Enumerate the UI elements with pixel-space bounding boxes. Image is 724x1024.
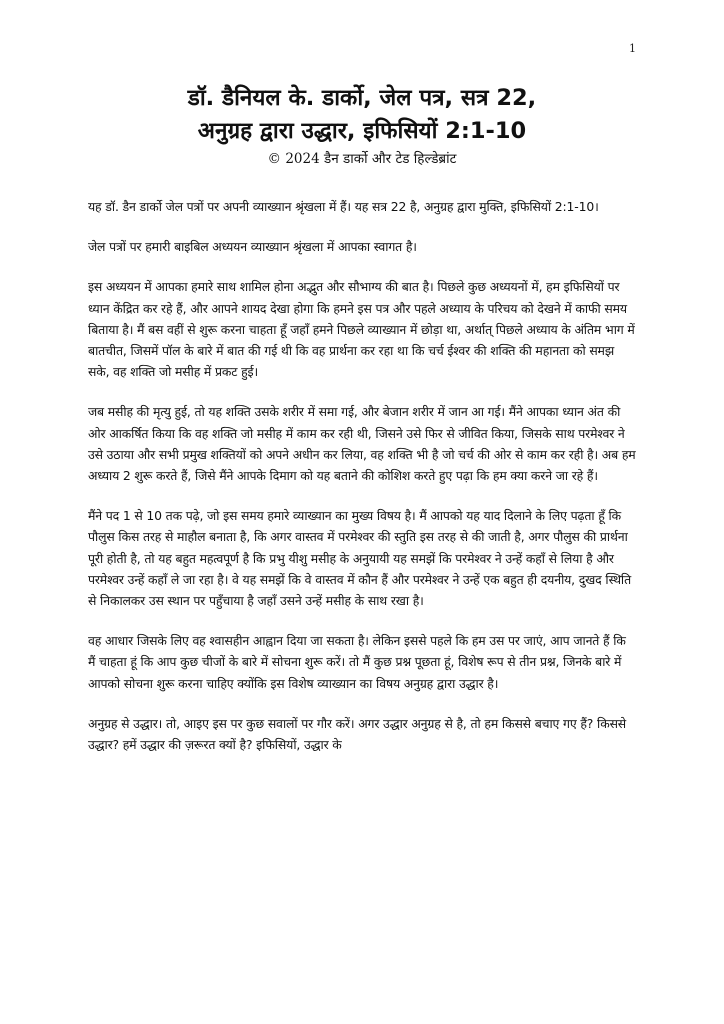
title-line-1: डॉ. डैनियल के. डार्को, जेल पत्र, सत्र 22, [187,85,537,111]
paragraph: जब मसीह की मृत्यु हुई, तो यह शक्ति उसके शरीर में समा गई, और बेजान शरीर में जान आ गई। मैंने आपका ध्यान अंत की ओर आकर्षित किया कि वह शक्ति जो मसीह में काम कर रही थी, जिसने उसे फिर से जीवित किया, जिसके साथ परमेश्वर ने उसे उठाया और सभी प्रमुख शक्तियों को अपने अधीन कर लिया, वह शक्ति भी है जो चर्च की ओर से काम कर रही है। अब हम अध्याय 2 शुरू करते हैं, जिसे मैंने आपके दिमाग को यह बताने की कोशिश करते हुए पढ़ा कि हम क्या करने जा रहे हैं। [88,404,636,484]
copyright-notice: © 2024 डैन डार्को और टेड हिल्डेब्रांट [267,151,457,167]
paragraph: मैंने पद 1 से 10 तक पढ़े, जो इस समय हमारे व्याख्यान का मुख्य विषय है। मैं आपको यह याद दिलाने के लिए पढ़ता हूँ कि पौलुस किस तरह से माहौल बनाता है, कि अगर वास्तव में परमेश्वर की स्तुति इस तरह से की जाती है, अगर पौलुस की प्रार्थना पूरी होती है, तो यह बहुत महत्वपूर्ण है कि प्रभु यीशु मसीह के अनुयायी यह समझें कि परमेश्वर ने उन्हें कहाँ से लिया है और परमेश्वर उन्हें कहाँ ले जा रहा है। वे यह समझें कि वे वास्तव में कौन हैं और परमेश्वर ने उन्हें एक बहुत ही दयनीय, दुखद स्थिति से निकालकर उस स्थान पर पहुँचाया है जहाँ उसने उन्हें मसीह के साथ रखा है। [88,508,632,609]
title-line-2: अनुग्रह द्वारा उद्धार, इफिसियों 2:1-10 [197,118,527,144]
paragraph: वह आधार जिसके लिए वह श्वासहीन आह्वान दिया जा सकता है। लेकिन इससे पहले कि हम उस पर जाएं, आप जानते हैं कि मैं चाहता हूं कि आप कुछ चीजों के बारे में सोचना शुरू करें। तो मैं कुछ प्रश्न पूछता हूं, विशेष रूप से तीन प्रश्न, जिनके बारे में आपको सोचना शुरू करना चाहिए क्योंकि इस विशेष व्याख्यान का विषय अनुग्रह द्वारा उद्धार है। [88,633,626,691]
page-number: 1 [629,42,636,55]
paragraph-welcome: जेल पत्रों पर हमारी बाइबिल अध्ययन व्याख्यान श्रृंखला में आपका स्वागत है। [88,239,417,255]
paragraph-intro: यह डॉ. डैन डार्को जेल पत्रों पर अपनी व्याख्यान श्रृंखला में हैं। यह सत्र 22 है, अनुग्रह द्वारा मुक्ति, इफिसियों 2:1-10। [88,199,599,214]
paragraph: इस अध्ययन में आपका हमारे साथ शामिल होना अद्भुत और सौभाग्य की बात है। पिछले कुछ अध्ययनों में, हम इफिसियों पर ध्यान केंद्रित कर रहे हैं, और आपने शायद देखा होगा कि हमने इस पत्र और पहले अध्याय के परिचय को देखने में काफी समय बिताया है। मैं बस वहीं से शुरू करना चाहता हूँ जहाँ हमने पिछले व्याख्यान में छोड़ा था, अर्थात् पिछले अध्याय के अंतिम भाग में बातचीत, जिसमें पॉल के बारे में बात की गई थी कि वह प्रार्थना कर रहा था कि चर्च ईश्वर की शक्ति की महानता को समझ सके, वह शक्ति जो मसीह में प्रकट हुई। [88,279,635,380]
body-text [88,196,636,774]
document-header [60,82,664,169]
paragraph: अनुग्रह से उद्धार। तो, आइए इस पर कुछ सवालों पर गौर करें। अगर उद्धार अनुग्रह से है, तो हम किससे बचाए गए हैं? किससे उद्धार? हमें उद्धार की ज़रूरत क्यों है? इफिसियों, उद्धार के [88,715,627,753]
